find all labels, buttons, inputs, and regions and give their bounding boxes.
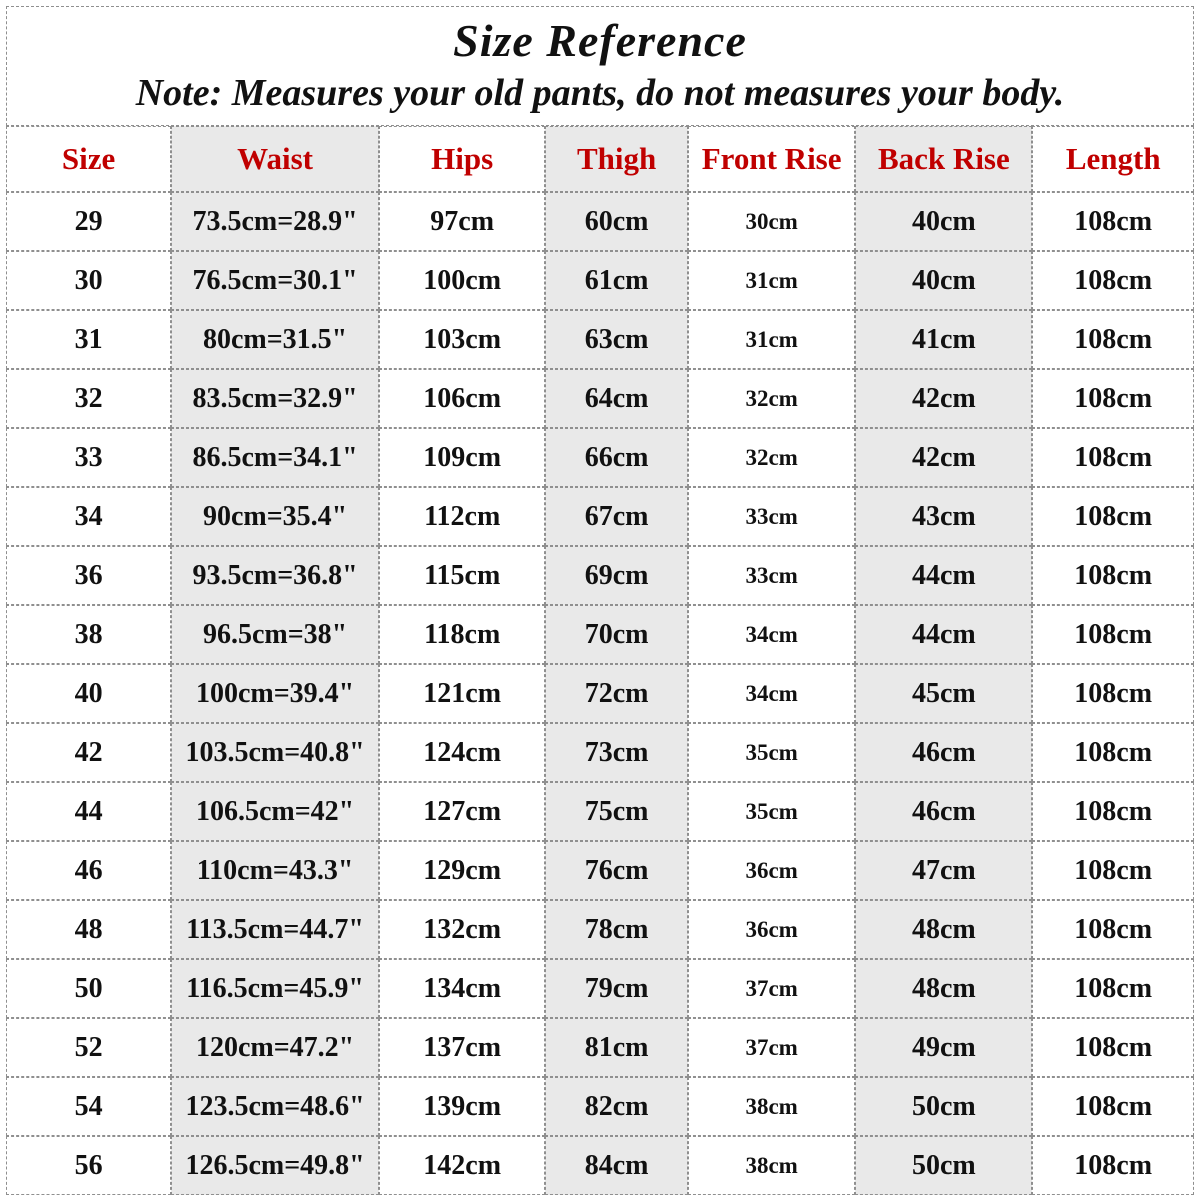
size-cell: 30 bbox=[6, 251, 171, 310]
value-cell: 40cm bbox=[855, 192, 1032, 251]
header-cell-back-rise: Back Rise bbox=[855, 126, 1032, 192]
value-cell: 35cm bbox=[688, 782, 856, 841]
page-title: Size Reference bbox=[453, 14, 747, 66]
header-cell-hips: Hips bbox=[379, 126, 545, 192]
value-cell: 48cm bbox=[855, 959, 1032, 1018]
value-cell: 31cm bbox=[688, 310, 856, 369]
size-cell: 36 bbox=[6, 546, 171, 605]
value-cell: 110cm=43.3" bbox=[171, 841, 379, 900]
value-cell: 46cm bbox=[855, 723, 1032, 782]
value-cell: 118cm bbox=[379, 605, 545, 664]
value-cell: 38cm bbox=[688, 1077, 856, 1136]
value-cell: 80cm=31.5" bbox=[171, 310, 379, 369]
value-cell: 30cm bbox=[688, 192, 856, 251]
value-cell: 115cm bbox=[379, 546, 545, 605]
table-row-size-38 bbox=[6, 605, 1194, 664]
value-cell: 63cm bbox=[545, 310, 688, 369]
header-cell-thigh: Thigh bbox=[545, 126, 688, 192]
value-cell: 108cm bbox=[1032, 959, 1194, 1018]
value-cell: 37cm bbox=[688, 959, 856, 1018]
title-block bbox=[7, 7, 1193, 125]
value-cell: 106cm bbox=[379, 369, 545, 428]
table-row-size-31 bbox=[6, 310, 1194, 369]
table-row-size-46 bbox=[6, 841, 1194, 900]
value-cell: 50cm bbox=[855, 1136, 1032, 1195]
value-cell: 37cm bbox=[688, 1018, 856, 1077]
size-cell: 54 bbox=[6, 1077, 171, 1136]
value-cell: 79cm bbox=[545, 959, 688, 1018]
value-cell: 106.5cm=42" bbox=[171, 782, 379, 841]
value-cell: 126.5cm=49.8" bbox=[171, 1136, 379, 1195]
value-cell: 108cm bbox=[1032, 310, 1194, 369]
value-cell: 93.5cm=36.8" bbox=[171, 546, 379, 605]
value-cell: 44cm bbox=[855, 605, 1032, 664]
value-cell: 100cm bbox=[379, 251, 545, 310]
size-cell: 31 bbox=[6, 310, 171, 369]
value-cell: 108cm bbox=[1032, 546, 1194, 605]
value-cell: 48cm bbox=[855, 900, 1032, 959]
table-row-size-34 bbox=[6, 487, 1194, 546]
size-cell: 44 bbox=[6, 782, 171, 841]
value-cell: 46cm bbox=[855, 782, 1032, 841]
value-cell: 82cm bbox=[545, 1077, 688, 1136]
header-cell-size: Size bbox=[6, 126, 171, 192]
value-cell: 72cm bbox=[545, 664, 688, 723]
table-row-size-30 bbox=[6, 251, 1194, 310]
value-cell: 137cm bbox=[379, 1018, 545, 1077]
value-cell: 139cm bbox=[379, 1077, 545, 1136]
value-cell: 97cm bbox=[379, 192, 545, 251]
table-row-size-48 bbox=[6, 900, 1194, 959]
value-cell: 108cm bbox=[1032, 487, 1194, 546]
value-cell: 84cm bbox=[545, 1136, 688, 1195]
value-cell: 108cm bbox=[1032, 369, 1194, 428]
table-row-size-42 bbox=[6, 723, 1194, 782]
value-cell: 44cm bbox=[855, 546, 1032, 605]
value-cell: 116.5cm=45.9" bbox=[171, 959, 379, 1018]
size-cell: 50 bbox=[6, 959, 171, 1018]
table-row-size-29 bbox=[6, 192, 1194, 251]
value-cell: 127cm bbox=[379, 782, 545, 841]
value-cell: 45cm bbox=[855, 664, 1032, 723]
value-cell: 34cm bbox=[688, 605, 856, 664]
table-row-size-54 bbox=[6, 1077, 1194, 1136]
value-cell: 103cm bbox=[379, 310, 545, 369]
value-cell: 32cm bbox=[688, 428, 856, 487]
value-cell: 121cm bbox=[379, 664, 545, 723]
value-cell: 42cm bbox=[855, 369, 1032, 428]
value-cell: 108cm bbox=[1032, 605, 1194, 664]
value-cell: 108cm bbox=[1032, 841, 1194, 900]
value-cell: 90cm=35.4" bbox=[171, 487, 379, 546]
table-row-size-33 bbox=[6, 428, 1194, 487]
header-cell-length: Length bbox=[1032, 126, 1194, 192]
value-cell: 108cm bbox=[1032, 664, 1194, 723]
size-cell: 32 bbox=[6, 369, 171, 428]
size-cell: 56 bbox=[6, 1136, 171, 1195]
value-cell: 69cm bbox=[545, 546, 688, 605]
value-cell: 108cm bbox=[1032, 723, 1194, 782]
header-row bbox=[6, 126, 1194, 192]
table-row-size-36 bbox=[6, 546, 1194, 605]
value-cell: 76.5cm=30.1" bbox=[171, 251, 379, 310]
value-cell: 36cm bbox=[688, 841, 856, 900]
header-cell-waist: Waist bbox=[171, 126, 379, 192]
value-cell: 108cm bbox=[1032, 192, 1194, 251]
size-cell: 33 bbox=[6, 428, 171, 487]
value-cell: 33cm bbox=[688, 487, 856, 546]
value-cell: 34cm bbox=[688, 664, 856, 723]
value-cell: 73cm bbox=[545, 723, 688, 782]
size-cell: 48 bbox=[6, 900, 171, 959]
value-cell: 103.5cm=40.8" bbox=[171, 723, 379, 782]
value-cell: 35cm bbox=[688, 723, 856, 782]
value-cell: 112cm bbox=[379, 487, 545, 546]
value-cell: 49cm bbox=[855, 1018, 1032, 1077]
value-cell: 108cm bbox=[1032, 1077, 1194, 1136]
value-cell: 67cm bbox=[545, 487, 688, 546]
value-cell: 41cm bbox=[855, 310, 1032, 369]
value-cell: 96.5cm=38" bbox=[171, 605, 379, 664]
value-cell: 108cm bbox=[1032, 1136, 1194, 1195]
value-cell: 42cm bbox=[855, 428, 1032, 487]
value-cell: 60cm bbox=[545, 192, 688, 251]
value-cell: 108cm bbox=[1032, 251, 1194, 310]
value-cell: 86.5cm=34.1" bbox=[171, 428, 379, 487]
value-cell: 47cm bbox=[855, 841, 1032, 900]
value-cell: 108cm bbox=[1032, 782, 1194, 841]
value-cell: 70cm bbox=[545, 605, 688, 664]
measurement-note: Note: Measures your old pants, do not measures your body. bbox=[135, 72, 1065, 115]
value-cell: 66cm bbox=[545, 428, 688, 487]
size-reference-table bbox=[6, 6, 1194, 1195]
value-cell: 83.5cm=32.9" bbox=[171, 369, 379, 428]
size-cell: 38 bbox=[6, 605, 171, 664]
size-cell: 52 bbox=[6, 1018, 171, 1077]
value-cell: 33cm bbox=[688, 546, 856, 605]
size-cell: 29 bbox=[6, 192, 171, 251]
size-cell: 46 bbox=[6, 841, 171, 900]
value-cell: 36cm bbox=[688, 900, 856, 959]
table-row-size-56 bbox=[6, 1136, 1194, 1195]
value-cell: 124cm bbox=[379, 723, 545, 782]
value-cell: 129cm bbox=[379, 841, 545, 900]
value-cell: 109cm bbox=[379, 428, 545, 487]
value-cell: 64cm bbox=[545, 369, 688, 428]
value-cell: 78cm bbox=[545, 900, 688, 959]
table-row-size-32 bbox=[6, 369, 1194, 428]
value-cell: 108cm bbox=[1032, 1018, 1194, 1077]
size-cell: 34 bbox=[6, 487, 171, 546]
value-cell: 40cm bbox=[855, 251, 1032, 310]
value-cell: 43cm bbox=[855, 487, 1032, 546]
table-row-size-44 bbox=[6, 782, 1194, 841]
value-cell: 108cm bbox=[1032, 900, 1194, 959]
value-cell: 50cm bbox=[855, 1077, 1032, 1136]
title-row bbox=[6, 6, 1194, 126]
size-cell: 40 bbox=[6, 664, 171, 723]
title-cell bbox=[6, 6, 1194, 126]
header-cell-front-rise: Front Rise bbox=[688, 126, 856, 192]
value-cell: 31cm bbox=[688, 251, 856, 310]
value-cell: 113.5cm=44.7" bbox=[171, 900, 379, 959]
value-cell: 76cm bbox=[545, 841, 688, 900]
value-cell: 142cm bbox=[379, 1136, 545, 1195]
value-cell: 134cm bbox=[379, 959, 545, 1018]
value-cell: 81cm bbox=[545, 1018, 688, 1077]
value-cell: 120cm=47.2" bbox=[171, 1018, 379, 1077]
value-cell: 132cm bbox=[379, 900, 545, 959]
value-cell: 108cm bbox=[1032, 428, 1194, 487]
value-cell: 38cm bbox=[688, 1136, 856, 1195]
table-row-size-40 bbox=[6, 664, 1194, 723]
value-cell: 32cm bbox=[688, 369, 856, 428]
value-cell: 73.5cm=28.9" bbox=[171, 192, 379, 251]
table-row-size-50 bbox=[6, 959, 1194, 1018]
size-cell: 42 bbox=[6, 723, 171, 782]
value-cell: 61cm bbox=[545, 251, 688, 310]
value-cell: 100cm=39.4" bbox=[171, 664, 379, 723]
value-cell: 75cm bbox=[545, 782, 688, 841]
table-row-size-52 bbox=[6, 1018, 1194, 1077]
value-cell: 123.5cm=48.6" bbox=[171, 1077, 379, 1136]
